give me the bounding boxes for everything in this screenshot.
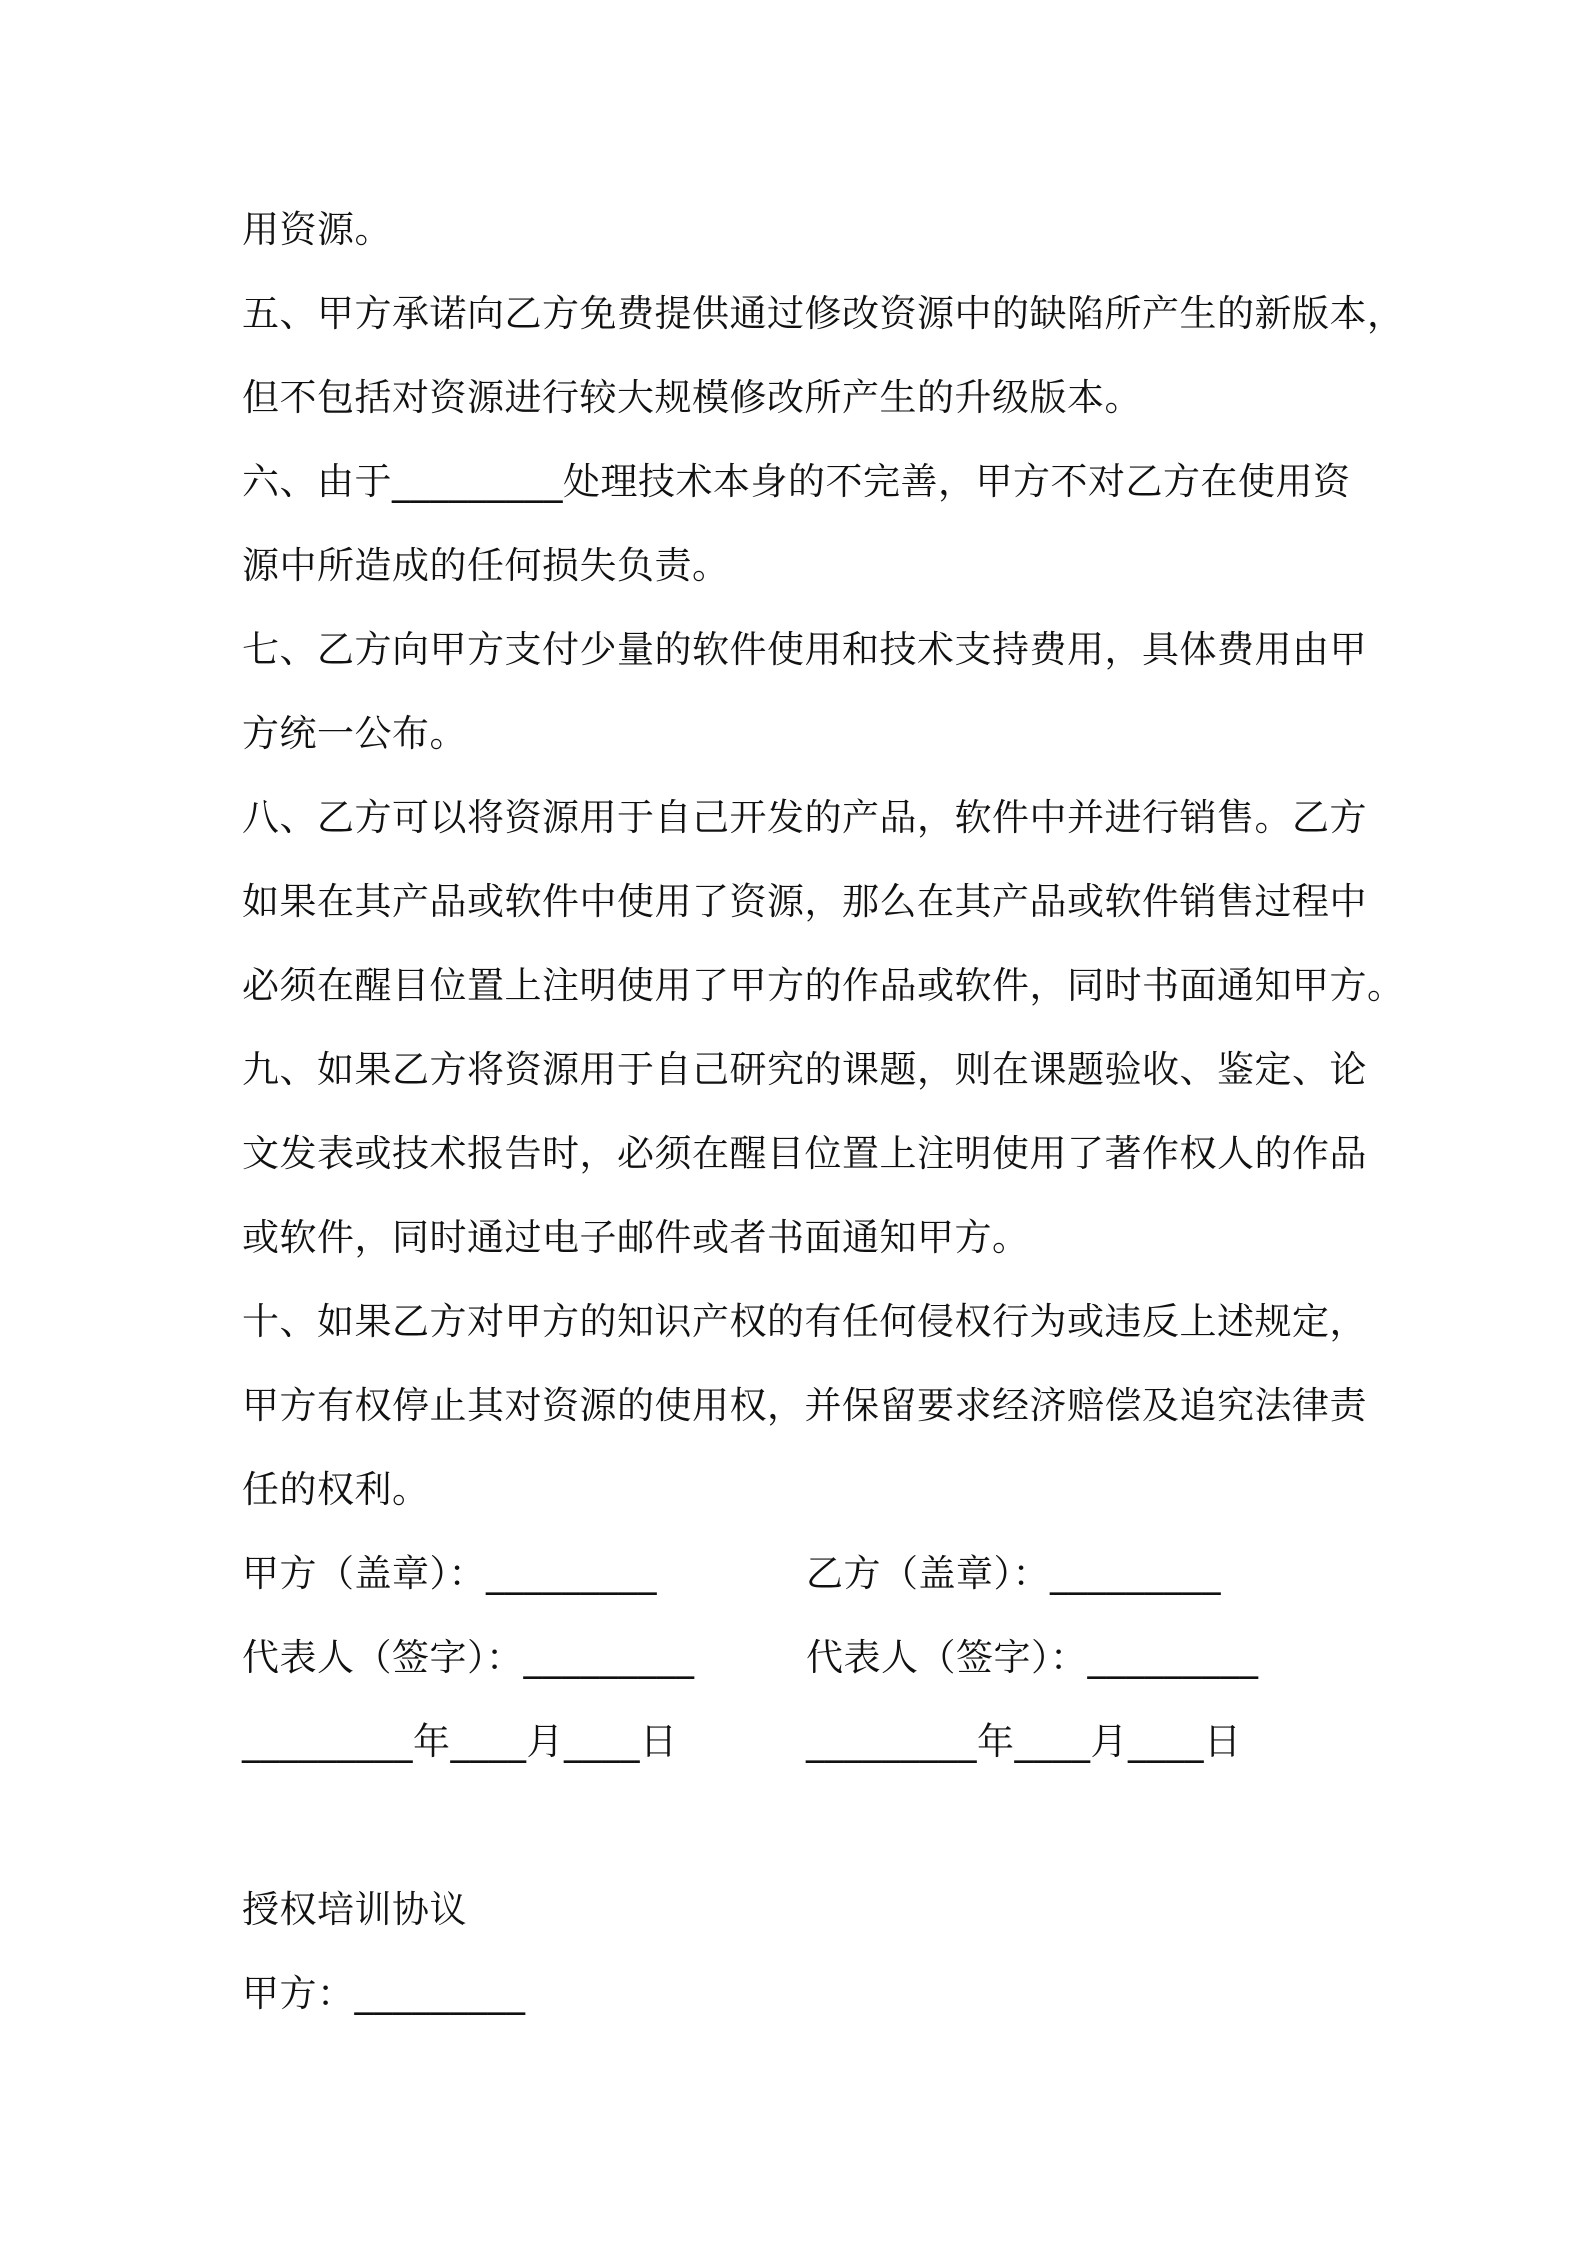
party-b-seal: 乙方（盖章）：_________ [806,1552,1221,1595]
party-b-date: _________年____月____日 [806,1720,1242,1763]
next-agreement-title: 授权培训协议 [242,1888,467,1931]
clause-line: 但不包括对资源进行较大规模修改所产生的升级版本。 [242,376,1142,419]
clause-line: 六、由于_________处理技术本身的不完善，甲方不对乙方在使用资 [242,460,1351,503]
clause-line: 九、如果乙方将资源用于自己研究的课题，则在课题验收、鉴定、论 [242,1048,1367,1091]
clause-line: 任的权利。 [242,1468,430,1511]
party-a-date: _________年____月____日 [242,1720,678,1763]
clause-line: 五、甲方承诺向乙方免费提供通过修改资源中的缺陷所产生的新版本， [242,292,1405,335]
clause-line: 如果在其产品或软件中使用了资源，那么在其产品或软件销售过程中 [242,880,1367,923]
clause-line: 用资源。 [242,208,392,251]
party-b-representative: 代表人（签字）：_________ [806,1636,1259,1679]
clause-line: 甲方有权停止其对资源的使用权，并保留要求经济赔偿及追究法律责 [242,1384,1367,1427]
clause-line: 文发表或技术报告时，必须在醒目位置上注明使用了著作权人的作品 [242,1132,1367,1175]
party-a-representative: 代表人（签字）：_________ [242,1636,695,1679]
clause-line: 必须在醒目位置上注明使用了甲方的作品或软件，同时书面通知甲方。 [242,964,1405,1007]
clause-line: 方统一公布。 [242,712,467,755]
clause-line: 或软件，同时通过电子邮件或者书面通知甲方。 [242,1216,1030,1259]
clause-line: 七、乙方向甲方支付少量的软件使用和技术支持费用，具体费用由甲 [242,628,1367,671]
party-a-seal: 甲方（盖章）：_________ [242,1552,657,1595]
clause-line: 十、如果乙方对甲方的知识产权的有任何侵权行为或违反上述规定， [242,1300,1367,1343]
clause-line: 八、乙方可以将资源用于自己开发的产品，软件中并进行销售。乙方 [242,796,1367,839]
clause-line: 源中所造成的任何损失负责。 [242,544,730,587]
next-agreement-party-a: 甲方：_________ [242,1972,526,2015]
